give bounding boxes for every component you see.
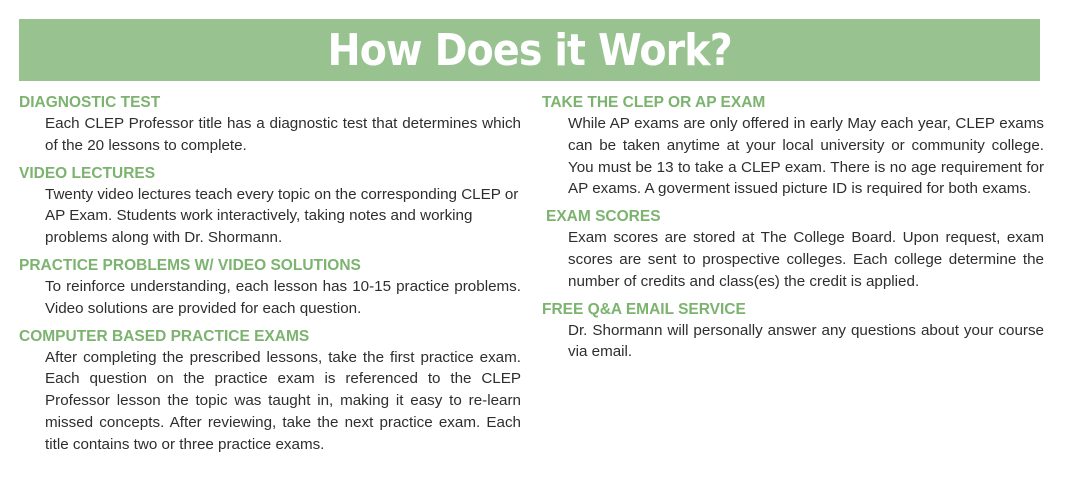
section-video-lectures: [19, 163, 521, 249]
section-heading: COMPUTER BASED PRACTICE EXAMS: [19, 327, 310, 345]
section-heading: PRACTICE PROBLEMS W/ VIDEO SOLUTIONS: [19, 256, 361, 274]
section-body: Each CLEP Professor title has a diagnostic test that determines which of the 20 lessons to complete.: [45, 115, 521, 154]
section-heading: FREE Q&A EMAIL SERVICE: [542, 300, 746, 318]
section-practice-exams: [19, 326, 521, 456]
section-body: Exam scores are stored at The College Board. Upon request, exam scores are sent to prospective colleges. Each college determine the number of credits and class(es) the credit is applied.: [568, 229, 1044, 290]
right-column: [542, 92, 1044, 369]
left-column: [19, 92, 521, 462]
section-heading: DIAGNOSTIC TEST: [19, 94, 161, 111]
section-body: After completing the prescribed lessons, take the first practice exam. Each question on the practice exam is referenced to the CLEP Professor lesson the topic was taught in, making it easy to re-learn missed concepts. After reviewing, take the next practice exam. Each title contains two or three practice exams.: [45, 348, 521, 453]
section-email-service: [542, 299, 1044, 364]
section-body: While AP exams are only offered in early May each year, CLEP exams can be taken anytime at your local university or community college. You must be 13 to take a CLEP exam. There is no age requirement for AP exams. A goverment issued picture ID is required for both exams.: [568, 115, 1044, 198]
section-exam-scores: [542, 206, 1044, 292]
section-practice-problems: [19, 255, 521, 320]
section-diagnostic-test: [19, 92, 521, 157]
section-heading: TAKE THE CLEP OR AP EXAM: [542, 94, 766, 111]
section-heading: EXAM SCORES: [546, 208, 661, 226]
section-heading: VIDEO LECTURES: [19, 164, 156, 182]
title-banner: [19, 19, 1040, 81]
section-body: To reinforce understanding, each lesson has 10-15 practice problems. Video solutions are provided for each question.: [45, 277, 521, 317]
section-body: Twenty video lectures teach every topic on the corresponding CLEP or AP Exam. Students work interactively, taking notes and working problems along with Dr. Shormann.: [45, 185, 519, 247]
page-title: How Does it Work?: [327, 24, 732, 76]
section-body: Dr. Shormann will personally answer any questions about your course via email.: [568, 321, 1044, 361]
section-take-exam: [542, 92, 1044, 200]
